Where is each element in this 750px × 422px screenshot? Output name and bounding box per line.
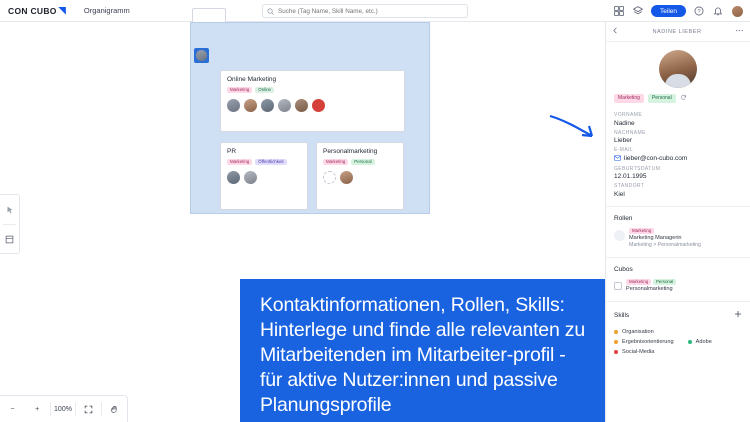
frame-icon[interactable] <box>0 225 19 254</box>
caption-overlay: Kontaktinformationen, Rollen, Skills: Hinterlege und finde alle relevanten zu Mitarbeitenden im Mitarbeiter-profil - für aktive Nutzer:innen und passive Planungsprofile <box>240 279 605 422</box>
layers-icon[interactable] <box>632 5 644 17</box>
org-card-title: Online Marketing <box>227 76 277 83</box>
avatar[interactable] <box>340 171 353 184</box>
skill-label: Organisation <box>622 329 654 336</box>
avatar[interactable] <box>244 171 257 184</box>
profile-tags <box>606 94 750 109</box>
org-card-online-marketing[interactable] <box>220 70 405 132</box>
zoom-in-button[interactable]: + <box>35 405 40 413</box>
refresh-icon[interactable] <box>680 94 687 103</box>
skill-item[interactable] <box>614 339 674 345</box>
field-label: VORNAME <box>614 112 643 118</box>
search-icon <box>267 8 274 15</box>
page-title: Organigramm <box>83 6 130 15</box>
skill-label: Social-Media <box>622 349 655 356</box>
avatar[interactable] <box>312 99 325 112</box>
plus-icon[interactable] <box>734 310 742 320</box>
section-label: Skills <box>614 311 630 319</box>
tag-marketing: Marketing <box>227 87 252 93</box>
tag-marketing: Marketing <box>227 159 252 165</box>
field-standort <box>606 180 750 198</box>
section-title-skills <box>606 302 750 323</box>
section-label: Rollen <box>614 214 633 222</box>
field-value[interactable]: Nadine <box>614 119 635 127</box>
more-options-icon[interactable] <box>735 26 744 37</box>
avatar[interactable] <box>731 5 744 18</box>
tag-oeffentlichkeit: Öffentlichkeit <box>255 159 286 165</box>
zoom-toolbar[interactable] <box>0 395 128 422</box>
detail-panel-header <box>606 22 750 42</box>
role-details <box>629 228 701 248</box>
zoom-level[interactable]: 100% <box>54 405 72 413</box>
tag-personal[interactable]: Personal <box>648 94 676 103</box>
search-box[interactable] <box>262 4 468 18</box>
help-icon[interactable] <box>693 5 705 17</box>
org-card-tags <box>323 159 397 165</box>
grid-icon[interactable] <box>613 5 625 17</box>
cursor-icon[interactable] <box>0 195 19 224</box>
skill-dot-icon <box>688 340 692 344</box>
share-button[interactable]: Teilen <box>651 5 686 17</box>
search-input[interactable] <box>278 8 463 15</box>
org-card-members <box>227 99 398 112</box>
skills-row <box>614 335 742 345</box>
avatar[interactable] <box>261 99 274 112</box>
detail-panel-title: NADINE LIEBER <box>652 28 702 35</box>
top-bar-actions <box>613 0 744 22</box>
tag-personal: Personal <box>351 159 374 165</box>
canvas-left-toolbar[interactable] <box>0 194 20 254</box>
org-card-pr[interactable] <box>220 142 308 210</box>
avatar <box>196 50 207 61</box>
skill-label: Adobe <box>695 339 712 346</box>
section-title-cubos <box>606 258 750 276</box>
checkbox[interactable] <box>614 282 622 290</box>
cubo-item[interactable] <box>606 276 750 295</box>
field-label: GEBURTSDATUM <box>614 165 661 172</box>
skill-dot-icon <box>614 330 618 334</box>
field-email <box>606 144 750 163</box>
skills-list <box>606 323 750 355</box>
role-icon <box>614 230 625 241</box>
field-value[interactable]: Kiel <box>614 190 625 198</box>
field-geburtsdatum <box>606 163 750 181</box>
org-card-tags <box>227 87 398 93</box>
tag-personal: Personal <box>653 279 676 285</box>
avatar[interactable] <box>278 99 291 112</box>
skill-item[interactable] <box>688 339 712 345</box>
bell-icon[interactable] <box>712 5 724 17</box>
field-label: NACHNAME <box>614 129 646 136</box>
tag-marketing: Marketing <box>626 279 651 285</box>
org-card-tags <box>227 159 301 165</box>
svg-text:?: ? <box>697 9 701 16</box>
app-logo[interactable] <box>8 5 66 16</box>
field-value: lieber@con-cubo.com <box>624 155 688 162</box>
field-value[interactable]: Lieber <box>614 137 633 144</box>
field-vorname <box>606 109 750 127</box>
logo-mark-icon: ◥ <box>58 5 66 15</box>
avatar[interactable] <box>227 171 240 184</box>
top-bar <box>0 0 750 22</box>
logo-text: CON CUBO <box>8 5 57 16</box>
avatar[interactable] <box>295 99 308 112</box>
skill-dot-icon <box>614 340 618 344</box>
fit-screen-icon[interactable] <box>76 396 101 422</box>
field-label: E-MAIL <box>614 147 634 153</box>
tag-marketing: Marketing <box>629 228 654 234</box>
section-label: Cubos <box>614 265 633 273</box>
field-nachname <box>606 127 750 145</box>
field-label: STANDORT <box>614 183 645 189</box>
tag-marketing[interactable]: Marketing <box>614 94 644 103</box>
skill-dot-icon <box>614 350 618 354</box>
org-card-members <box>227 171 301 184</box>
mail-icon <box>614 155 621 163</box>
field-value-row[interactable] <box>614 155 742 163</box>
org-node-avatar[interactable] <box>194 48 209 63</box>
skill-label: Ergebnisorientierung <box>622 339 674 346</box>
role-item[interactable] <box>606 225 750 251</box>
hand-icon[interactable] <box>102 396 127 422</box>
cubo-details <box>626 279 676 292</box>
org-card-title: Personalmarketing <box>323 148 378 155</box>
zoom-out-button[interactable]: − <box>10 405 15 413</box>
avatar[interactable] <box>244 99 257 112</box>
org-card-title: PR <box>227 148 237 155</box>
skill-item[interactable] <box>614 349 742 355</box>
pointer-arrow-icon <box>548 114 596 142</box>
role-path: Marketing > Personalmarketing <box>629 241 701 248</box>
org-card-members <box>323 171 397 184</box>
chevron-left-icon[interactable] <box>612 27 619 36</box>
section-title-rollen <box>606 207 750 225</box>
role-name: Marketing Managerin <box>629 234 682 241</box>
detail-panel <box>605 22 750 422</box>
avatar-empty[interactable] <box>323 171 336 184</box>
tag-online: Online <box>255 87 274 93</box>
org-card-personalmarketing[interactable] <box>316 142 404 210</box>
profile-photo <box>659 50 697 88</box>
org-chart-canvas[interactable] <box>0 22 605 422</box>
field-value[interactable]: 12.01.1995 <box>614 173 647 180</box>
avatar[interactable] <box>227 99 240 112</box>
tag-marketing: Marketing <box>323 159 348 165</box>
cubo-name: Personalmarketing <box>626 286 673 293</box>
